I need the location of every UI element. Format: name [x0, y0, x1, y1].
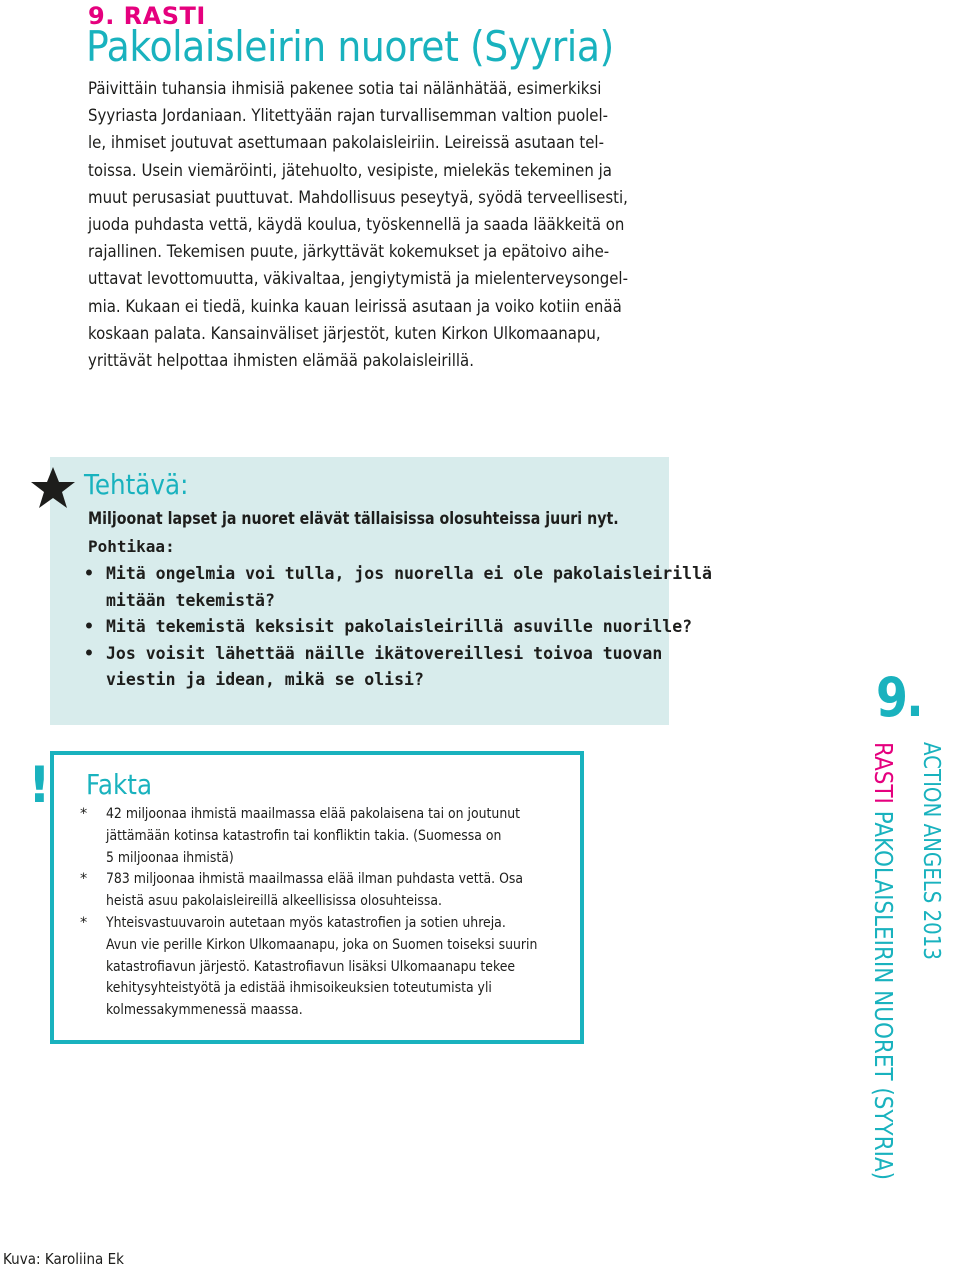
- side-rasti-title: [868, 742, 898, 1180]
- task-question-line: • Jos voisit lähettää näille ikätovereillesi toivoa tuovan: [106, 643, 663, 663]
- intro-line: koskaan palata. Kansainväliset järjestöt, kuten Kirkon Ulkomaanapu,: [88, 323, 601, 344]
- fact-line: * 783 miljoonaa ihmistä maailmassa elää ilman puhdasta vettä. Osa: [106, 871, 524, 888]
- task-question: [84, 614, 712, 641]
- task-question-line: • Mitä ongelmia voi tulla, jos nuorella ei ole pakolaisleirillä: [106, 564, 712, 583]
- fact-title: Fakta: [86, 768, 153, 801]
- page-title: Pakolaisleirin nuoret (Syyria): [86, 22, 614, 71]
- side-rasti-word: RASTI: [869, 742, 898, 804]
- task-question: [84, 561, 712, 614]
- side-number: 9.: [876, 666, 922, 729]
- intro-line: yrittävät helpottaa ihmisten elämää pakolaisleirillä.: [88, 351, 474, 372]
- photo-credit: Kuva: Karoliina Ek: [3, 1250, 124, 1268]
- fact-item: [80, 804, 608, 869]
- intro-line: uttavat levottomuutta, väkivaltaa, jengiytymistä ja mielenterveysongel-: [88, 269, 629, 290]
- fact-line: kolmessakymmenessä maassa.: [106, 1002, 303, 1019]
- intro-line: rajallinen. Tekemisen puute, järkyttävät kokemukset ja epätoivo aihe-: [88, 242, 610, 263]
- fact-item: [80, 913, 608, 1022]
- fact-line: * 42 miljoonaa ihmistä maailmassa elää pakolaisena tai on joutunut: [106, 806, 521, 822]
- star-icon: [30, 466, 76, 510]
- side-vertical-label: [864, 742, 944, 1181]
- intro-line: Päivittäin tuhansia ihmisiä pakenee sotia tai nälänhätää, esimerkiksi: [88, 79, 602, 99]
- fact-line: * Yhteisvastuuvaroin autetaan myös katastrofien ja sotien uhreja.: [106, 914, 506, 931]
- side-rasti-name: PAKOLAISLEIRIN NUORET (SYYRIA): [869, 810, 898, 1181]
- rasti-label: 9. RASTI: [88, 2, 206, 30]
- task-question-line: viestin ja idean, mikä se olisi?: [106, 670, 424, 689]
- intro-line: juoda puhdasta vettä, käydä koulua, työskennellä ja saada lääkkeitä on: [88, 215, 625, 236]
- side-brand: ACTION ANGELS 2013: [918, 742, 944, 960]
- intro-line: mia. Kukaan ei tiedä, kuinka kauan leirissä asutaan ja voiko kotiin enää: [88, 296, 622, 317]
- task-title: Tehtävä:: [84, 468, 189, 501]
- intro-line: muut perusasiat puuttuvat. Mahdollisuus peseytyä, syödä terveellisesti,: [88, 187, 628, 208]
- fact-line: kehitysyhteistyötä ja edistää ihmisoikeuksien toteutumista yli: [106, 980, 492, 997]
- task-lead: Miljoonat lapset ja nuoret elävät tällaisissa olosuhteissa juuri nyt.: [88, 509, 619, 528]
- task-question-line: • Mitä tekemistä keksisit pakolaisleirillä asuville nuorille?: [106, 617, 693, 636]
- fact-item: [80, 869, 608, 913]
- fact-line: katastrofiavun järjestö. Katastrofiavun lisäksi Ulkomaanapu tekee: [106, 958, 516, 975]
- fact-line: 5 miljoonaa ihmistä): [106, 849, 234, 866]
- intro-paragraph: [88, 76, 688, 375]
- task-question-list: [84, 561, 712, 694]
- task-question: [84, 641, 712, 694]
- task-prompt: Pohtikaa:: [88, 537, 175, 556]
- intro-line: toissa. Usein viemäröinti, jätehuolto, vesipiste, mielekäs tekeminen ja: [88, 160, 612, 181]
- fact-line: jättämään kotinsa katastrofin tai konfliktin takia. (Suomessa on: [106, 827, 502, 844]
- exclamation-icon: !: [28, 756, 51, 814]
- fact-list: [80, 804, 608, 1022]
- intro-line: Syyriasta Jordaniaan. Ylitettyään rajan turvallisemman valtion puolel-: [88, 106, 609, 127]
- task-question-line: mitään tekemistä?: [106, 590, 275, 610]
- fact-line: heistä asuu pakolaisleireillä alkeellisissa olosuhteissa.: [106, 893, 442, 910]
- intro-line: le, ihmiset joutuvat asettumaan pakolaisleiriin. Leireissä asutaan tel-: [88, 133, 604, 154]
- fact-line: Avun vie perille Kirkon Ulkomaanapu, joka on Suomen toiseksi suurin: [106, 936, 538, 953]
